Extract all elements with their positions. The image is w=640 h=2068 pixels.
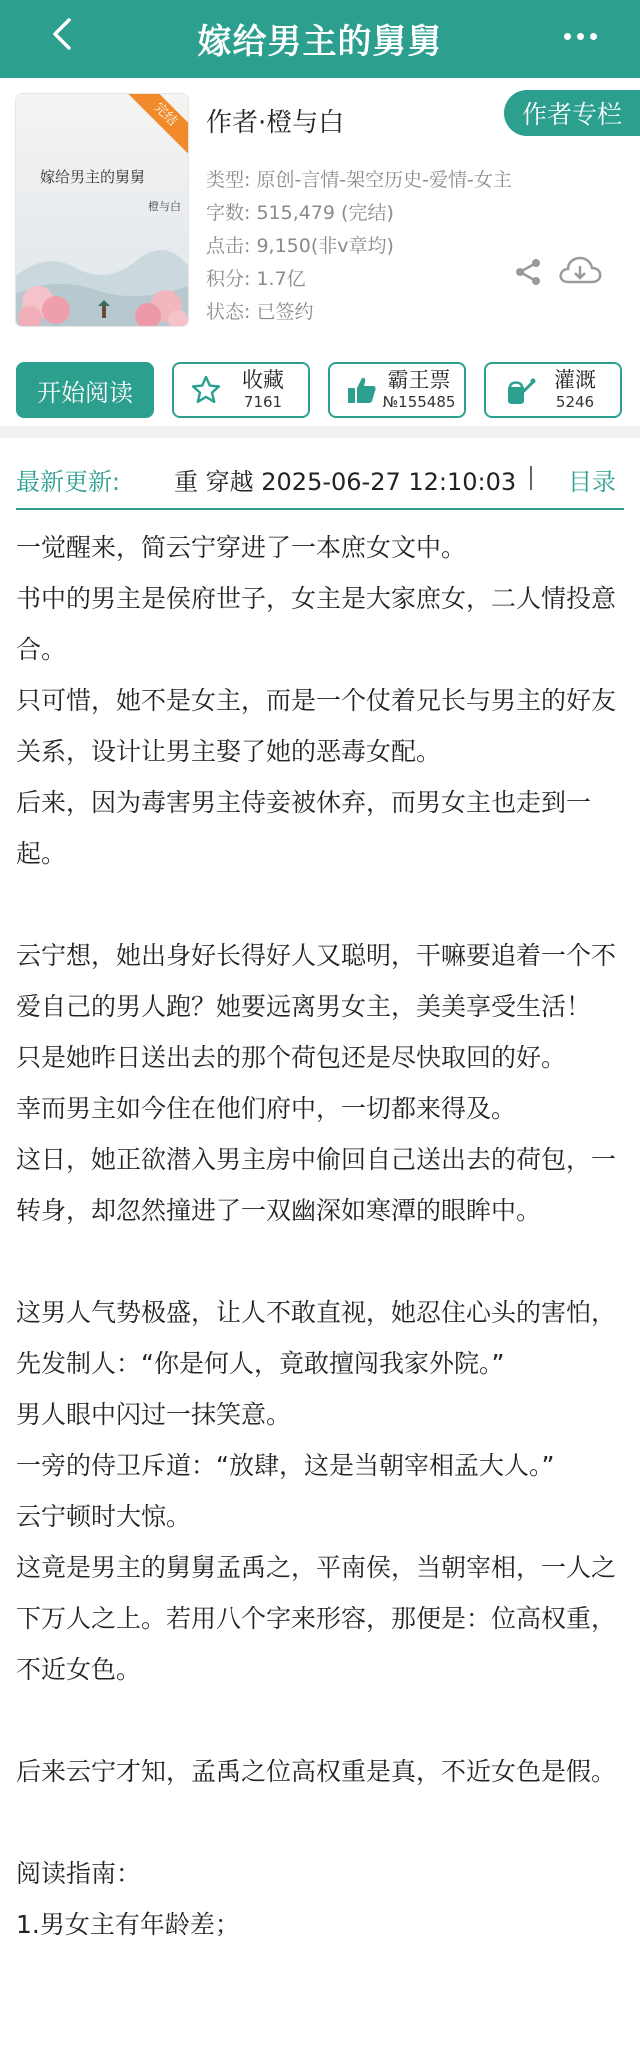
author-column-button[interactable]: 作者专栏 <box>504 90 640 136</box>
author-name[interactable]: 作者·橙与白 <box>206 108 345 138</box>
page-title: 嫁给男主的舅舅 <box>197 22 443 62</box>
toc-button[interactable]: 目录 <box>568 468 616 496</box>
book-intro <box>16 522 626 1950</box>
section-divider <box>0 426 640 438</box>
cover-title: 嫁给男主的舅舅 <box>40 168 146 186</box>
book-info-card <box>0 78 640 426</box>
intro-paragraph: 云宁顿时大惊。 <box>16 1502 192 1531</box>
book-meta <box>206 164 512 329</box>
intro-paragraph: 这日，她正欲潜入男主房中偷回自己送出去的荷包，一转身，却忽然撞进了一双幽深如寒潭的眼眸中。 <box>16 1145 617 1225</box>
intro-paragraph: 只可惜，她不是女主，而是一个仗着兄长与男主的好友关系，设计让男主娶了她的恶毒女配。 <box>16 686 617 766</box>
ticket-count: №155485 <box>382 393 456 411</box>
cloud-download-icon[interactable] <box>556 250 604 290</box>
intro-paragraph: 男人眼中闪过一抹笑意。 <box>16 1400 292 1429</box>
blank-line <box>16 1236 626 1287</box>
blank-line <box>16 1797 626 1848</box>
intro-paragraph: 一旁的侍卫斥道：“放肆，这是当朝宰相孟大人。” <box>16 1451 555 1480</box>
latest-update-label: 最新更新: <box>16 468 121 496</box>
blank-line <box>16 1695 626 1746</box>
favorite-button[interactable] <box>172 362 310 418</box>
water-label: 灌溉 <box>554 368 596 392</box>
intro-paragraph: 书中的男主是侯府世子，女主是大家庶女，二人情投意合。 <box>16 584 617 664</box>
share-icon[interactable] <box>512 256 544 288</box>
favorite-count: 7161 <box>243 393 283 411</box>
meta-clicks: 点击: 9,150(非v章均) <box>206 235 394 257</box>
intro-paragraph: 阅读指南： <box>16 1859 142 1888</box>
meta-type: 类型: 原创-言情-架空历史-爱情-女主 <box>206 169 512 191</box>
watering-can-icon <box>498 370 538 410</box>
completed-badge: 完结 <box>125 94 188 155</box>
more-dots-icon <box>564 33 571 40</box>
top-bar <box>0 0 640 78</box>
thumbs-up-icon <box>342 370 382 410</box>
divider <box>530 466 532 490</box>
blank-line <box>16 879 626 930</box>
intro-paragraph: 这男人气势极盛，让人不敢直视，她忍住心头的害怕，先发制人：“你是何人，竟敢擅闯我家外院。” <box>16 1298 617 1378</box>
intro-paragraph: 后来，因为毒害男主侍妾被休弃，而男女主也走到一起。 <box>16 788 592 868</box>
intro-paragraph: 幸而男主如今住在他们府中，一切都来得及。 <box>16 1094 517 1123</box>
meta-status: 状态: 已签约 <box>206 301 314 323</box>
ticket-label: 霸王票 <box>387 368 451 392</box>
water-button[interactable] <box>484 362 622 418</box>
start-reading-button[interactable]: 开始阅读 <box>16 362 154 418</box>
water-count: 5246 <box>555 393 595 411</box>
favorite-label: 收藏 <box>242 368 284 392</box>
intro-paragraph: 这竟是男主的舅舅孟禹之，平南侯，当朝宰相，一人之下万人之上。若用八个字来形容，那便是：位高权重，不近女色。 <box>16 1553 617 1684</box>
latest-update-bar[interactable] <box>16 456 624 510</box>
intro-paragraph: 只是她昨日送出去的那个荷包还是尽快取回的好。 <box>16 1043 567 1072</box>
intro-paragraph: 一觉醒来，简云宁穿进了一本庶女文中。 <box>16 533 467 562</box>
book-cover[interactable] <box>16 94 188 326</box>
intro-paragraph: 云宁想，她出身好长得好人又聪明，干嘛要追着一个不爱自己的男人跑？她要远离男女主，美美享受生活！ <box>16 941 617 1021</box>
more-button[interactable] <box>550 16 610 56</box>
meta-words: 字数: 515,479 (完结) <box>206 202 394 224</box>
cover-author: 橙与白 <box>148 200 181 213</box>
intro-paragraph: 后来云宁才知，孟禹之位高权重是真，不近女色是假。 <box>16 1757 617 1786</box>
intro-paragraph: 1.男女主有年龄差； <box>16 1910 240 1939</box>
ticket-button[interactable] <box>328 362 466 418</box>
cover-illustration <box>16 206 188 326</box>
star-icon <box>186 370 226 410</box>
meta-score: 积分: 1.7亿 <box>206 268 306 290</box>
latest-update-text[interactable]: 重 穿越 2025-06-27 12:10:03 <box>174 468 517 496</box>
